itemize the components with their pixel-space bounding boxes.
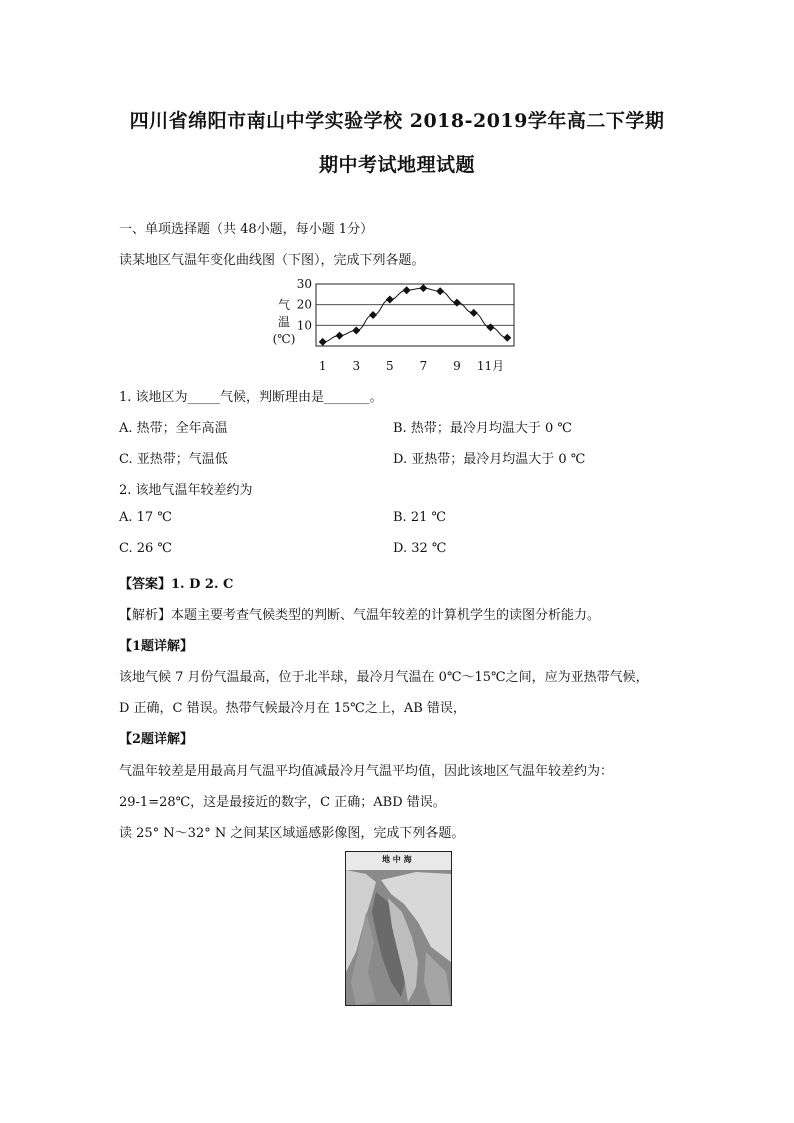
data-point: [369, 311, 377, 319]
x-tick-label: 9: [453, 359, 461, 373]
title-line-1: 四川省绵阳市南山中学实验学校 2018-2019学年高二下学期: [129, 110, 665, 132]
plot-frame: [316, 284, 514, 346]
data-point: [403, 286, 411, 294]
temperature-chart: [272, 276, 522, 376]
detail-2-line-2: 29-1=28℃，这是最接近的数字，C 正确；ABD 错误。: [119, 795, 446, 810]
y-axis-label: 气: [277, 298, 291, 312]
data-point: [487, 323, 495, 331]
question-2-stem: 2. 该地气温年较差约为: [119, 483, 253, 498]
question-1-option-d: D. 亚热带；最冷月均温大于 0 ℃: [393, 452, 586, 467]
question-1-option-b: B. 热带；最冷月均温大于 0 ℃: [393, 421, 572, 436]
question-2-option-b: B. 21 ℃: [393, 510, 447, 525]
x-tick-label: 3: [352, 359, 361, 373]
y-axis-label: (℃): [272, 332, 296, 346]
title-line-2: 期中考试地理试题: [318, 154, 475, 176]
analysis-line: 【解析】本题主要考查气候类型的判断、气温年较差的计算机学生的读图分析能力。: [119, 608, 601, 623]
y-tick-label: 10: [296, 318, 312, 333]
question-2-option-a: A. 17 ℃: [119, 510, 172, 525]
x-tick-label: 1: [318, 359, 327, 373]
data-point: [386, 296, 394, 304]
detail-2-line-1: 气温年较差是用最高月气温平均值减最冷月气温平均值，因此该地区气温年较差约为：: [119, 764, 614, 779]
data-point: [470, 309, 478, 317]
detail-1-line-1: 该地气候 7 月份气温最高，位于北半球，最冷月气温在 0℃～15℃之间，应为亚热带气候，: [119, 670, 649, 685]
data-point: [436, 287, 444, 295]
mediterranean-label: 地 中 海: [382, 854, 412, 864]
detail-2-heading: 【2题详解】: [119, 732, 194, 747]
answer-line: 【答案】1. D 2. C: [119, 577, 234, 592]
data-point: [503, 334, 511, 342]
y-tick-label: 30: [296, 277, 312, 291]
detail-1-heading: 【1题详解】: [119, 639, 194, 654]
data-point: [453, 299, 461, 307]
intro-2: 读 25° N～32° N 之间某区域遥感影像图，完成下列各题。: [119, 826, 465, 841]
x-tick-label: 7: [419, 359, 428, 373]
satellite-image-drawing: [346, 852, 451, 1005]
x-tick-label: 5: [386, 359, 394, 373]
satellite-image: [345, 851, 452, 1006]
intro-1: 读某地区气温年变化曲线图（下图），完成下列各题。: [119, 253, 425, 268]
data-point: [335, 332, 343, 340]
section-heading: 一、单项选择题（共 48小题，每小题 1分）: [119, 222, 374, 237]
question-1-option-c: C. 亚热带；气温低: [119, 452, 228, 467]
data-point: [352, 327, 360, 335]
question-1-option-a: A. 热带；全年高温: [119, 421, 228, 436]
data-point: [319, 338, 327, 346]
x-tick-label: 11月: [476, 359, 505, 373]
question-2-option-d: D. 32 ℃: [393, 541, 447, 556]
data-point: [419, 284, 427, 292]
temperature-chart-svg: [272, 276, 522, 376]
question-2-option-c: C. 26 ℃: [119, 541, 172, 556]
detail-1-line-2: D 正确，C 错误。热带气候最冷月在 15℃之上，AB 错误，: [119, 701, 466, 716]
y-axis-label: 温: [277, 315, 291, 329]
question-1-stem: 1. 该地区为_____气候，判断理由是_______。: [119, 390, 383, 405]
y-tick-label: 20: [296, 297, 312, 312]
temperature-curve: [323, 288, 508, 342]
